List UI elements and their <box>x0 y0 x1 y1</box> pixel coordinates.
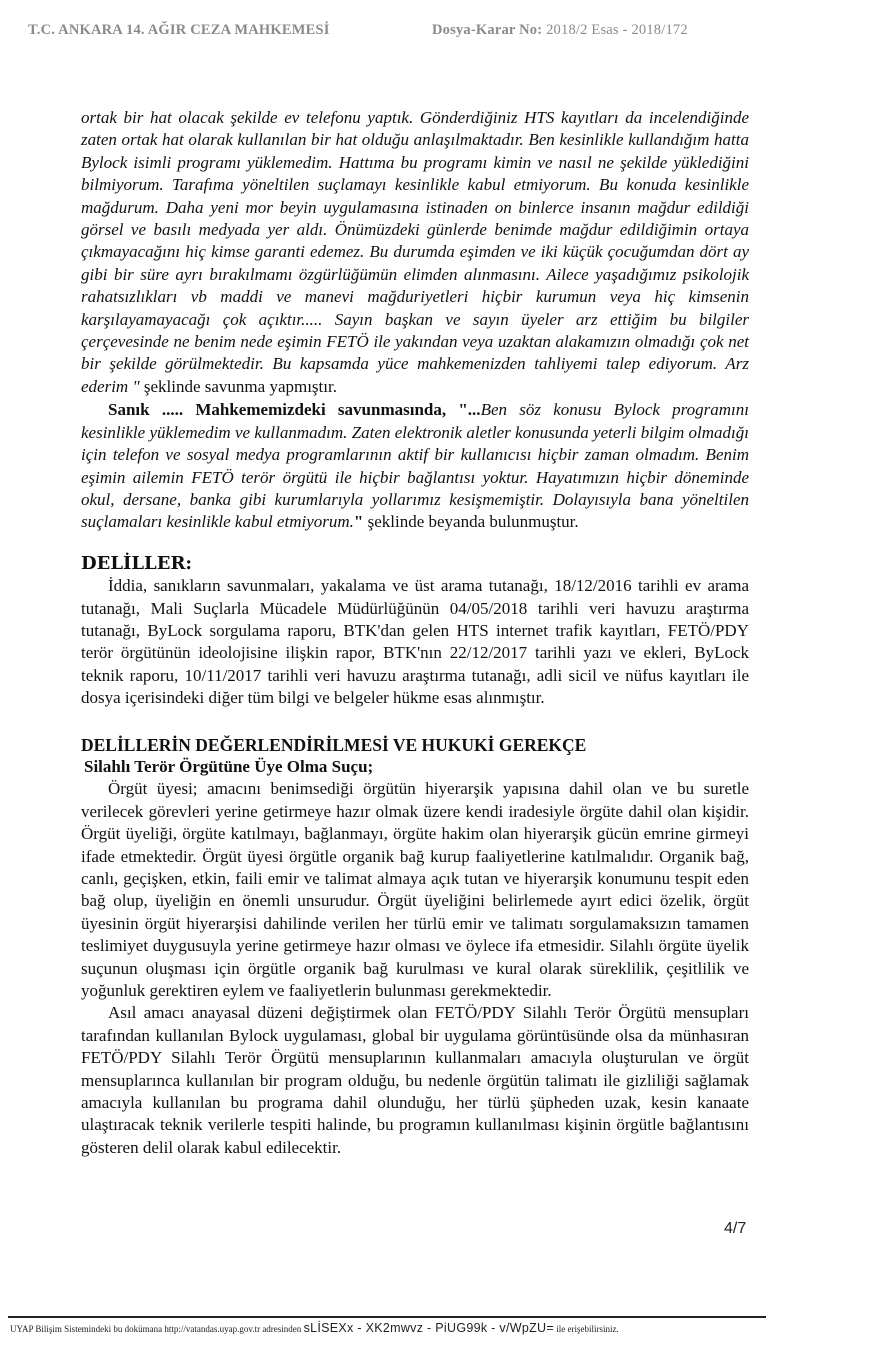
page-footer <box>10 1321 619 1335</box>
defense-2-quote: Ben söz konusu Bylock programını kesinlikle yüklemedim ve kullanmadım. Zaten elektronik aletler konusunda yeterli bilgim olmadığı için telefon ve sosyal medya programlarının aktif bir kullanıcısı hiçbir zaman olmadım. Benim eşimin ailemin FETÖ terör örgütü ile hiçbir bağlantısı yoktur. Hayatımızın hiçbir döneminde okul, dersane, banka gibi kurumlarıyla yollarımız kesişmemiştir. Dolayısıyla bana yöneltilen suçlamaları kesinlikle kabul etmiyorum. <box>81 400 749 532</box>
evidence-paragraph: İddia, sanıkların savunmaları, yakalama ve üst arama tutanağı, 18/12/2016 tarihli ev arama tutanağı, Mali Suçlarla Mücadele Müdürlüğünün 04/05/2018 tarihli veri havuzu araştırma tutanağı, ByLock sorgulama raporu, BTK'dan gelen HTS internet trafik kayıtları, FETÖ/PDY terör örgütünün ideolojisine ilişkin rapor, BTK'nın 22/12/2017 tarihli yazı ve ekleri, ByLock teknik raporu, 10/11/2017 tarihli veri havuzu araştırma tutanağı, adli sicil ve nüfus kayıtları ile dosya içerisindeki diğer tüm bilgi ve belgeler hükme esas alınmıştır. <box>81 576 749 708</box>
assessment-paragraph-1: Örgüt üyesi; amacını benimsediği örgütün hiyerarşik yapısına dahil olan ve bu suretle verilecek görevleri yerine getirmeye hazır olmak üzere kendi iradesiyle örgüte dahil olan kişidir. Örgüt üyeliği, örgüte katılmayı, bağlanmayı, örgüte hakim olan hiyerarşik gücün emrine girmeyi ifade etmektedir. Örgüt üyesi örgütle organik bağ kurup faaliyetlerine katılmalıdır. Organik bağ, canlı, geçişken, etkin, faili emir ve talimat almaya açık tutan ve hiyerarşik konumunu tespit eden bağ olup, üyeliğin en önemli unsurudur. Örgüt üyeliğini belirlemede ayırt edici özelik, örgüt üyesinin örgüt hiyerarşisi dahilinde verilen her türlü emir ve talimatı sorgulamaksızın tamamen teslimiyet duygusuyla yerine getirmeye hazır olması ve öylece ifa etmesidir. Silahlı örgüte üyelik suçunun oluşması için örgütle organik bağ kurulması ve kural olarak süreklilik, çeşitlilik ve yoğunluk gerektiren eylem ve faaliyetlerin bulunması gerekmektedir. <box>81 779 749 1001</box>
defense-2-lead: Sanık ..... Mahkememizdeki savunmasında, "... <box>108 400 481 420</box>
page-number: 4/7 <box>724 1220 747 1237</box>
defense-1-quote: ortak bir hat olacak şekilde ev telefonu yaptık. Gönderdiğiniz HTS kayıtları da incelendiğinde zaten ortak hat olarak kullanılan bir hat olduğu anlaşılmaktadır. Ben kesinlikle kullandığım hatta Bylock isimli programı yüklemedim. Hattıma bu programı kimin ve nasıl ne şekilde yüklediğini bilmiyorum. Tarafıma yöneltilen suçlamayı kesinlikle kabul etmiyorum. Bu konuda kesinlikle mağdurum. Daha yeni mor beyin uygulamasına istinaden on binlerce insanın mağdur edildiği görsel ve basılı medyada yer aldı. Önümüzdeki günlerde benimde mağdur edildiğimin ortaya çıkmayacağını hiç kimse garanti edemez. Bu durumda eşimden ve iki küçük çocuğumdan dört ay gibi bir süre ayrı bırakılmamı özgürlüğümün elimden alınmasını. Ailece yaşadığımız psikolojik rahatsızlıkları vb maddi ve manevi mağduriyetleri hiçbir kurumun veya hiç kimsenin karşılayamayacağı çok açıktır..... Sayın başkan ve sayın üyeler arz ettiğim bu bilgiler çerçevesinde ne benim nede eşimin FETÖ ile yakından veya uzaktan alakamızın olmadığı çok net bir şekilde görülmektedir. Bu kapsamda yüce mahkemenizden tahliyemi talep ediyorum. Arz ederim " <box>81 108 749 396</box>
assessment-subheading: Silahlı Terör Örgütüne Üye Olma Suçu; <box>84 756 374 776</box>
file-label: Dosya-Karar No: <box>432 22 543 38</box>
assessment-heading: DELİLLERİN DEĞERLENDİRİLMESİ VE HUKUKİ GEREKÇE <box>81 734 587 755</box>
defense-paragraph-1 <box>81 107 749 398</box>
defense-1-tail: şeklinde savunma yapmıştır. <box>139 376 337 396</box>
file-number <box>432 22 688 39</box>
document-body <box>81 107 749 1159</box>
footer-prefix: UYAP Bilişim Sistemindeki bu dokümana http://vatandas.uyap.gov.tr adresinden <box>10 1324 304 1334</box>
footer-verification-code: sLİSEXx - XK2mwvz - PiUG99k - v/WpZU= <box>303 1321 554 1335</box>
defense-2-quote-close: " <box>353 512 364 532</box>
footer-suffix: ile erişebilirsiniz. <box>553 1324 619 1334</box>
file-value: 2018/2 Esas - 2018/172 <box>542 22 688 38</box>
defense-paragraph-2 <box>81 399 749 533</box>
assessment-paragraph-2: Asıl amacı anayasal düzeni değiştirmek olan FETÖ/PDY Silahlı Terör Örgütü mensupları tarafından kullanılan Bylock uygulaması, global bir uygulama görüntüsünde olsa da münhasıran FETÖ/PDY Silahlı Terör Örgütü mensuplarının kullanmaları amacıyla oluşturulan ve örgüt mensuplarınca kullanılan bir program olduğu, bu nedenle örgütün talimatı ile gizliliği sağlamak amacıyla kullanılan bu programa dahil olunduğu, her türlü şüpheden uzak, kesin kanaate ulaştıracak teknik verilerle tespiti halinde, bu programın kullanılması kişinin örgütle bağlantısını gösteren delil olarak kabul edilecektir. <box>81 1003 749 1157</box>
defense-2-tail: şeklinde beyanda bulunmuştur. <box>363 512 579 532</box>
court-name: T.C. ANKARA 14. AĞIR CEZA MAHKEMESİ <box>28 22 330 38</box>
evidence-heading: DELİLLER: <box>81 552 193 574</box>
footer-divider <box>8 1316 766 1318</box>
